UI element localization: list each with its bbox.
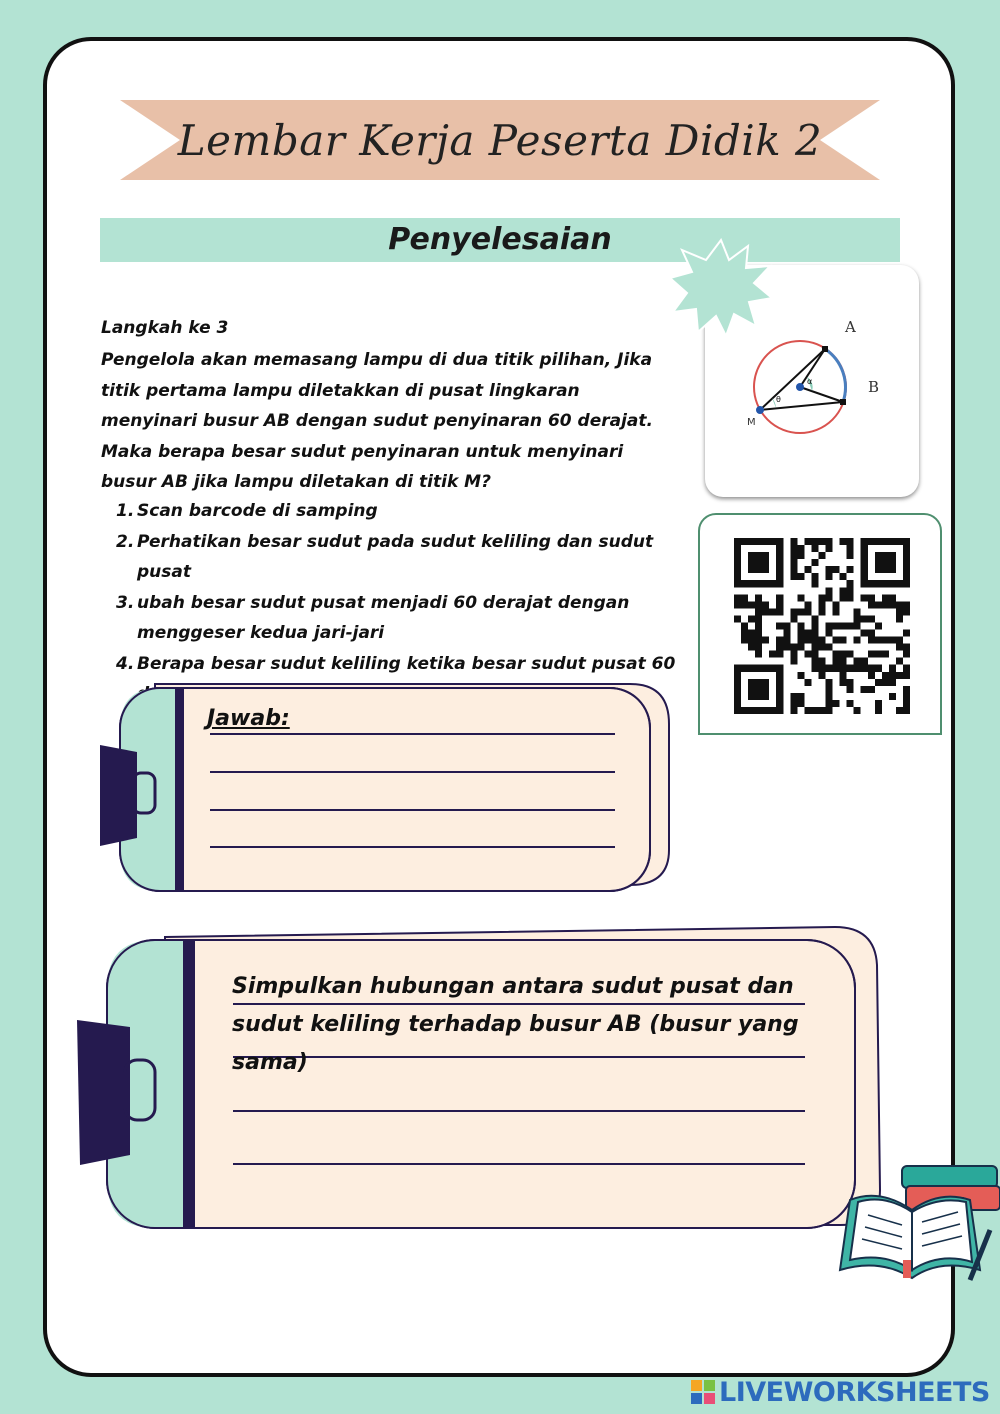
list-number: 3. xyxy=(116,592,135,613)
instruction-list xyxy=(116,496,676,710)
answer-label: Jawab: xyxy=(207,706,290,731)
list-number: 2. xyxy=(116,531,135,552)
footer-brand[interactable] xyxy=(690,1374,990,1410)
alpha-label: α xyxy=(807,377,813,386)
list-item xyxy=(116,588,676,649)
list-text: ubah besar sudut pusat menjadi 60 derajat dengan menggeser kedua jari-jari xyxy=(137,592,630,643)
theta-label: θ xyxy=(776,395,781,404)
qr-code-icon[interactable] xyxy=(734,538,910,714)
list-number: 4. xyxy=(116,653,135,674)
list-text: Perhatikan besar sudut pada sudut keliling dan sudut pusat xyxy=(137,531,654,582)
problem-text: Pengelola akan memasang lampu di dua titik pilihan, Jika titik pertama lampu diletakkan di pusat lingkaran menyinari busur AB dengan sudut penyinaran 60 derajat. Maka berapa besar sudut penyinaran untuk menyinari busur AB jika lampu diletakan di titik M? xyxy=(101,350,653,492)
worksheet-title: Lembar Kerja Peserta Didik 2 xyxy=(177,115,823,165)
conclusion-prompt: Simpulkan hubungan antara sudut pusat dan sudut keliling terhadap busur AB (busur yang sama) xyxy=(232,974,799,1075)
list-number: 1. xyxy=(116,501,135,521)
point-b-label: B xyxy=(868,378,880,396)
books-icon xyxy=(820,1160,1000,1285)
list-item xyxy=(116,527,676,588)
list-item xyxy=(116,496,676,527)
circle-diagram xyxy=(735,310,905,435)
list-text: Berapa besar sudut keliling ketika besar sudut pusat 60 xyxy=(137,653,676,674)
liveworksheets-logo-icon xyxy=(690,1379,716,1405)
list-text: Scan barcode di samping xyxy=(137,501,378,521)
footer-brand-text: LIVEWORKSHEETS xyxy=(719,1376,990,1408)
step-label: Langkah ke 3 xyxy=(101,318,229,338)
point-a-label: A xyxy=(845,318,856,336)
answer-clipboard xyxy=(95,680,675,895)
point-m-label: M xyxy=(747,417,756,428)
section-title: Penyelesaian xyxy=(388,222,612,257)
